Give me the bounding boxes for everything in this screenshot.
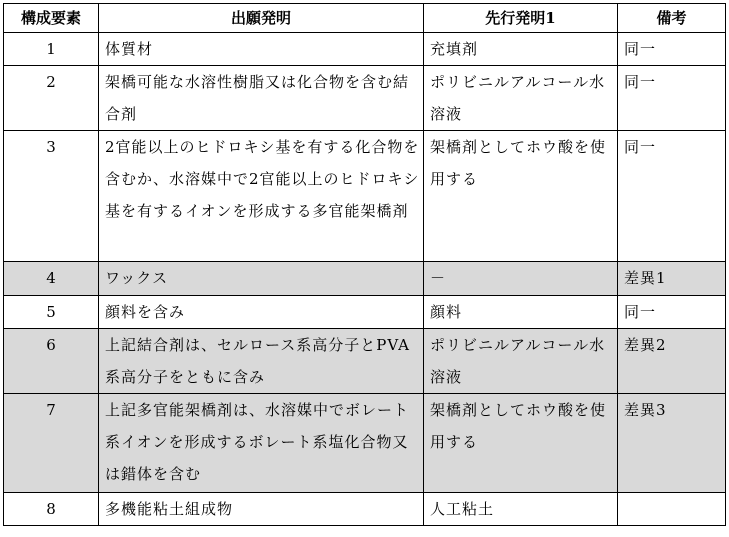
- invention-cell: 架橋可能な水溶性樹脂又は化合物を含む結合剤: [99, 66, 424, 131]
- note-cell: 差異2: [618, 329, 726, 394]
- note-cell: 同一: [618, 66, 726, 131]
- invention-cell: 体質材: [99, 33, 424, 66]
- prior-art-cell: 充填剤: [424, 33, 618, 66]
- table-row: [4, 33, 726, 66]
- note-cell: 差異3: [618, 394, 726, 493]
- element-number: 1: [4, 33, 99, 66]
- element-number: 3: [4, 131, 99, 262]
- table-row: [4, 66, 726, 131]
- element-number: 6: [4, 329, 99, 394]
- table-row: [4, 262, 726, 296]
- header-row: [4, 4, 726, 33]
- header-prior-art: 先行発明1: [424, 4, 618, 33]
- note-cell: [618, 493, 726, 526]
- invention-cell: 2官能以上のヒドロキシ基を有する化合物を含むか、水溶媒中で2官能以上のヒドロキシ基を有するイオンを形成する多官能架橋剤: [99, 131, 424, 262]
- table-row: [4, 131, 726, 262]
- prior-art-cell: ポリビニルアルコール水溶液: [424, 66, 618, 131]
- prior-art-cell: 顔料: [424, 296, 618, 329]
- element-number: 2: [4, 66, 99, 131]
- header-note: 備考: [618, 4, 726, 33]
- note-cell: 同一: [618, 131, 726, 262]
- invention-cell: 上記結合剤は、セルロース系高分子とPVA系高分子をともに含み: [99, 329, 424, 394]
- note-cell: 同一: [618, 33, 726, 66]
- prior-art-cell: 架橋剤としてホウ酸を使用する: [424, 131, 618, 262]
- prior-art-cell: 架橋剤としてホウ酸を使用する: [424, 394, 618, 493]
- note-cell: 同一: [618, 296, 726, 329]
- table-row: [4, 493, 726, 526]
- note-cell: 差異1: [618, 262, 726, 296]
- header-invention: 出願発明: [99, 4, 424, 33]
- element-number: 7: [4, 394, 99, 493]
- prior-art-cell: ポリビニルアルコール水溶液: [424, 329, 618, 394]
- table-row: [4, 329, 726, 394]
- invention-cell: 顔料を含み: [99, 296, 424, 329]
- table-row: [4, 296, 726, 329]
- comparison-table: [3, 3, 726, 526]
- invention-cell: ワックス: [99, 262, 424, 296]
- table-row: [4, 394, 726, 493]
- header-element: 構成要素: [4, 4, 99, 33]
- prior-art-cell: 人工粘土: [424, 493, 618, 526]
- element-number: 8: [4, 493, 99, 526]
- invention-cell: 上記多官能架橋剤は、水溶媒中でボレート系イオンを形成するボレート系塩化合物又は錯体を含む: [99, 394, 424, 493]
- prior-art-cell: －: [424, 262, 618, 296]
- element-number: 4: [4, 262, 99, 296]
- invention-cell: 多機能粘土組成物: [99, 493, 424, 526]
- element-number: 5: [4, 296, 99, 329]
